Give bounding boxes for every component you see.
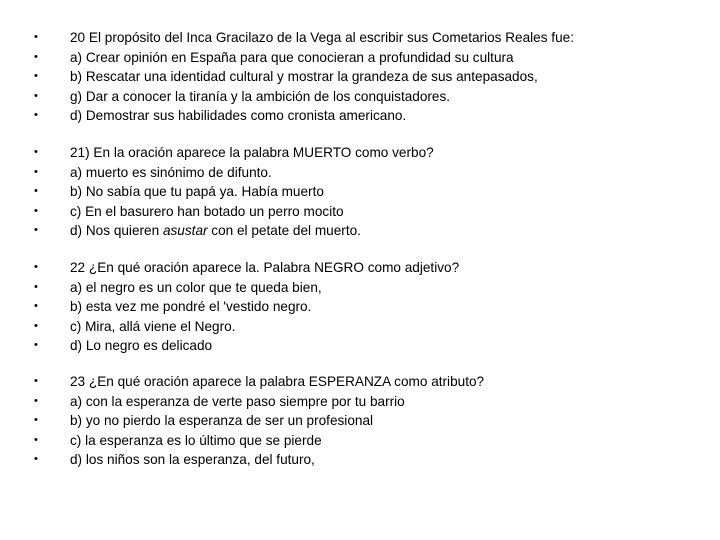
option-b [34,297,694,317]
question-22 [34,258,694,356]
option-d [34,450,694,470]
question-21-stem [34,143,694,163]
question-20-stem [34,28,694,48]
bullet-icon: • [34,185,38,197]
option-b [34,182,694,202]
bullet-icon: • [34,394,38,407]
question-21 [34,143,694,241]
bullet-icon: • [34,280,38,293]
bullet-icon: • [34,453,38,465]
question-text: 20 El propósito del Inca Gracilazo de la Vega al escribir sus Cometarios Reales fue: [70,30,574,45]
bullet-icon: • [34,165,38,178]
question-23-stem [34,372,694,392]
question-23 [34,372,694,470]
option-text: c) En el basurero han botado un perro mocito [70,203,344,219]
option-a [34,278,694,298]
question-text: 23 ¿En qué oración aparece la palabra ESPERANZA como atributo? [70,374,485,389]
option-text: d) Demostrar sus habilidades como cronista americano. [70,108,407,123]
option-text: b) Rescatar una identidad cultural y mostrar la grandeza de sus antepasados, [70,69,538,84]
option-a [34,392,694,412]
option-text-after: con el petate del muerto. [207,223,361,238]
bullet-icon: • [34,375,38,387]
option-text: g) Dar a conocer la tiranía y la ambición de los conquistadores. [70,88,451,104]
option-text: b) No sabía que tu papá ya. Había muerto [70,184,324,199]
question-20 [34,28,694,126]
bullet-icon: • [34,224,38,236]
bullet-icon: • [34,300,38,312]
option-c [34,202,694,222]
option-c [34,431,694,451]
bullet-icon: • [34,31,38,43]
option-text-before: d) Nos quieren [70,223,163,238]
option-text: a) el negro es un color que te queda bien, [70,279,322,295]
option-text: a) con la esperanza de verte paso siempre por tu barrio [70,393,405,409]
option-text: c) la esperanza es lo último que se pierde [70,432,322,448]
option-b [34,67,694,87]
bullet-icon: • [34,414,38,426]
option-g [34,87,694,107]
question-22-stem [34,258,694,278]
option-text: a) muerto es sinónimo de difunto. [70,164,272,180]
bullet-icon: • [34,204,38,217]
bullet-icon: • [34,319,38,332]
option-a [34,48,694,68]
option-text: c) Mira, allá viene el Negro. [70,318,236,334]
option-text: a) Crear opinión en España para que conocieran a profundidad su cultura [70,49,514,65]
question-text: 21) En la oración aparece la palabra MUERTO como verbo? [70,145,434,160]
option-d [34,106,694,126]
bullet-icon: • [34,433,38,446]
question-text: 22 ¿En qué oración aparece la. Palabra NEGRO como adjetivo? [70,260,460,275]
option-a [34,163,694,183]
option-text: d) Lo negro es delicado [70,338,213,353]
bullet-icon: • [34,146,38,158]
option-d [34,336,694,356]
option-text: b) esta vez me pondré el 'vestido negro. [70,299,312,314]
option-c [34,317,694,337]
bullet-icon: • [34,261,38,273]
bullet-icon: • [34,109,38,121]
bullet-icon: • [34,339,38,351]
option-text: b) yo no pierdo la esperanza de ser un profesional [70,413,374,428]
option-emphasis: asustar [162,223,208,238]
bullet-icon: • [34,50,38,63]
bullet-icon: • [34,89,38,102]
option-b [34,411,694,431]
option-text: d) los niños son la esperanza, del futuro, [70,452,315,467]
option-d [34,221,694,241]
bullet-icon: • [34,70,38,82]
